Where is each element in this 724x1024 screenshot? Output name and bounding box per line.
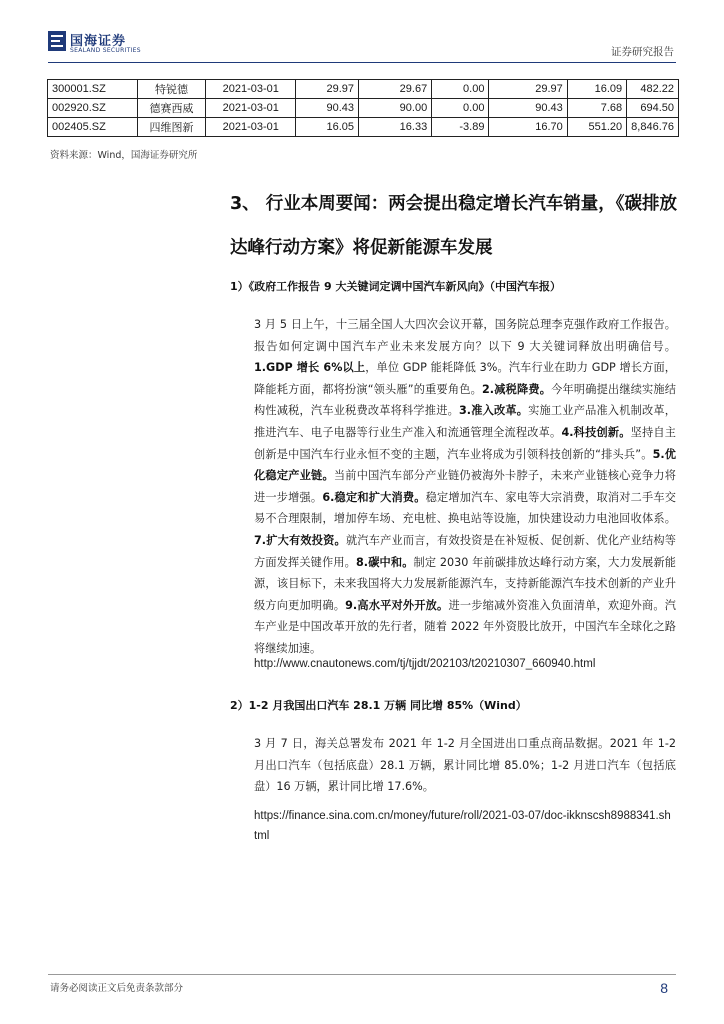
body-text: 就汽车产业而言，有效投资是在补短板、促创新、优化产业结构等方面发挥关键作用。 (254, 533, 676, 569)
body-text: 稳定增加汽车、家电等大宗消费，取消对二手车交易不合理限制，增加停车场、充电桩、换电站等设施，加快建设动力电池回收体系。 (254, 490, 676, 526)
section-heading: 3、 行业本周要闻：两会提出稳定增长汽车销量，《碳排放达峰行动方案》将促新能源车发展 (230, 194, 678, 258)
table-cell: 0.00 (432, 80, 489, 99)
body-text: 3 月 5 日上午，十三届全国人大四次会议开幕，国务院总理李克强作政府工作报告。报告如何定调中国汽车产业未来发展方向？以下 9 大关键词释放出明确信号。 (254, 318, 676, 353)
keyword: 9.高水平对外开放。 (345, 598, 449, 612)
report-type-label: 证券研究报告 (611, 46, 674, 58)
header-divider (48, 62, 676, 63)
keyword: 4.科技创新。 (561, 425, 631, 439)
keyword: 3.准入改革。 (458, 404, 529, 418)
table-cell: 2021-03-01 (206, 99, 296, 118)
table-cell: 16.09 (567, 80, 626, 99)
keyword: 6.稳定和扩大消费。 (322, 490, 426, 504)
keyword: 1.GDP 增长 6%以上 (254, 361, 366, 375)
body-text: ，单位 GDP 能耗降低 3%。汽车行业在助力 GDP 增长方面，降能耗方面，都将扮演“领头雁”的重要角色。 (254, 361, 676, 396)
company-logo (48, 30, 178, 58)
news-2-title: 2）1-2 月我国出口汽车 28.1 万辆 同比增 85%（Wind） (230, 699, 527, 712)
table-cell: 29.97 (296, 80, 359, 99)
table-cell: 0.00 (432, 99, 489, 118)
table-cell: 16.05 (296, 118, 359, 137)
source-note: 资料来源：Wind，国海证券研究所 (50, 150, 198, 161)
table-row (48, 118, 679, 137)
table-cell: 特锐德 (137, 80, 206, 99)
table-cell: 2021-03-01 (206, 80, 296, 99)
table-cell: 四维图新 (137, 118, 206, 137)
page-number: 8 (660, 980, 668, 996)
table-row (48, 80, 679, 99)
news-1-source-link[interactable]: http://www.cnautonews.com/tj/tjjdt/202103/t20210307_660940.html (254, 658, 596, 670)
keyword: 7.扩大有效投资。 (254, 533, 346, 547)
table-cell: 7.68 (567, 99, 626, 118)
table-cell: 002405.SZ (48, 118, 138, 137)
body-text: 坚持自主创新是中国汽车行业永恒不变的主题，汽车业将成为引领科技创新的“排头兵”。 (254, 425, 676, 461)
body-text: 制定 2030 年前碳排放达峰行动方案，大力发展新能源，该目标下，未来我国将大力发展新能源汽车，支持新能源汽车技术创新的产业升级方向更加明确。 (254, 555, 676, 612)
sealand-logo-icon (48, 31, 66, 51)
news-1-body (254, 314, 676, 660)
table-cell: 694.50 (627, 99, 679, 118)
body-text: 当前中国汽车部分产业链仍被海外卡脖子，未来产业链核心竞争力将进一步增强。 (254, 469, 676, 504)
table-cell: 29.67 (359, 80, 432, 99)
table-cell: 德赛西威 (137, 99, 206, 118)
news-1-title: 1）《政府工作报告 9 大关键词定调中国汽车新风向》（中国汽车报） (230, 280, 561, 293)
table-cell: 551.20 (567, 118, 626, 137)
keyword: 8.碳中和。 (356, 555, 414, 569)
body-text: 实施工业产品准入机制改革，推进汽车、电子电器等行业生产准入和流通管理全流程改革。 (254, 404, 676, 439)
table-cell: -3.89 (432, 118, 489, 137)
body-text: 今年明确提出继续实施结构性减税，汽车业税费改革将科学推进。 (254, 382, 676, 418)
table-cell: 29.97 (489, 80, 567, 99)
table-cell: 2021-03-01 (206, 118, 296, 137)
table-cell: 90.43 (296, 99, 359, 118)
table-cell: 90.00 (359, 99, 432, 118)
table-row (48, 99, 679, 118)
table-cell: 16.33 (359, 118, 432, 137)
logo-en-text: SEALAND SECURITIES (70, 47, 141, 54)
keyword: 2.减税降费。 (482, 382, 552, 396)
table-cell: 8,846.76 (627, 118, 679, 137)
footer-disclaimer: 请务必阅读正文后免责条款部分 (50, 983, 184, 994)
table-cell: 16.70 (489, 118, 567, 137)
table-cell: 482.22 (627, 80, 679, 99)
table-cell: 300001.SZ (48, 80, 138, 99)
stock-table (47, 79, 679, 137)
footer-divider (48, 974, 676, 975)
table-cell: 90.43 (489, 99, 567, 118)
body-text: 进一步缩减外资准入负面清单，欢迎外商。汽车产业是中国改革开放的先行者，随着 2022 年外资股比放开，中国汽车全球化之路将继续加速。 (254, 598, 676, 655)
table-cell: 002920.SZ (48, 99, 138, 118)
logo-cn-text: 国海证券 (70, 34, 127, 49)
news-2-source-link[interactable]: https://finance.sina.com.cn/money/future/roll/2021-03-07/doc-ikknscsh8988341.shtml (254, 810, 671, 842)
keyword: 5.优化稳定产业链。 (254, 447, 676, 483)
news-2-body: 3 月 7 日，海关总署发布 2021 年 1-2 月全国进出口重点商品数据。2021 年 1-2 月出口汽车（包括底盘）28.1 万辆，累计同比增 85.0%；1-2 月进口汽车（包括底盘）16 万辆，累计同比增 17.6%。 (254, 737, 676, 794)
